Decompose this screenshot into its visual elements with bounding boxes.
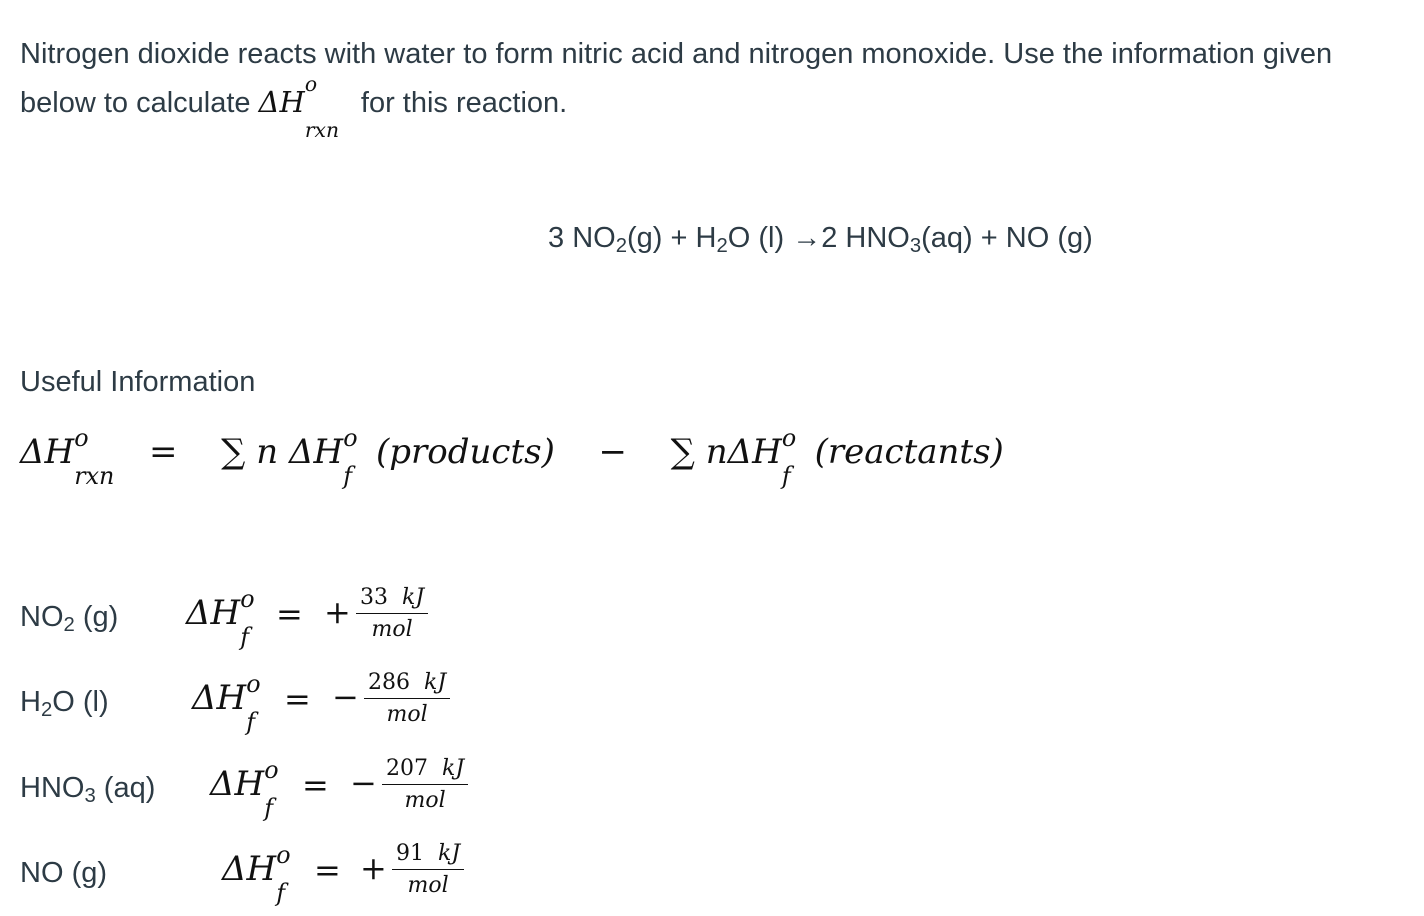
enthalpy-row-no2	[20, 585, 720, 655]
compound-label	[20, 857, 107, 890]
state-label: (g)	[71, 857, 108, 889]
unit-mol: mol	[407, 873, 449, 898]
unit-kj: kJ	[442, 756, 465, 781]
unit-mol: mol	[386, 702, 428, 727]
enthalpy-row-no	[20, 841, 720, 911]
summation-icon: ∑	[670, 432, 695, 472]
formula-text: H	[20, 686, 41, 718]
plus-sign: +	[670, 222, 688, 254]
enthalpy-fraction	[382, 756, 468, 813]
reactants-term: (reactants)	[814, 432, 1004, 472]
useful-information-heading: Useful Information	[20, 366, 256, 398]
equals-sign: =	[302, 766, 329, 804]
delta-h-text: ΔH	[210, 764, 265, 804]
delta-hf-symbol: ΔH o f	[210, 756, 279, 822]
state-label: (l)	[82, 686, 109, 718]
compound-label	[20, 772, 156, 808]
delta-hf-symbol: ΔH o f	[222, 841, 291, 907]
equals-sign: =	[276, 595, 303, 633]
formula-text: HNO	[20, 772, 85, 804]
formula-text: HNO	[845, 222, 910, 254]
compound-label	[20, 686, 109, 722]
delta-hf-symbol: ΔH o f	[288, 424, 358, 490]
state-label: (g)	[82, 601, 119, 633]
reaction-arrow-icon: →	[792, 222, 822, 254]
intro-sentence-1: Nitrogen dioxide reacts with water to form nitric acid and nitrogen monoxide. Use the information given below to calculate	[20, 38, 1333, 119]
question-intro	[20, 30, 1410, 142]
state-label: (l)	[758, 222, 785, 254]
delta-h-rxn-symbol: ΔH o rxn	[20, 424, 115, 490]
enthalpy-row-hno3	[20, 756, 720, 826]
state-label: (g)	[626, 222, 663, 254]
formula-text: H	[695, 222, 717, 254]
coefficient: 2	[821, 222, 838, 254]
delta-h-text: ΔH	[186, 593, 241, 633]
reactant-no2	[572, 222, 627, 258]
compound-label	[20, 601, 119, 637]
fraction-numerator	[392, 841, 464, 870]
fraction-numerator	[356, 585, 428, 614]
sign: −	[332, 678, 359, 716]
delta-hf-symbol: ΔH o f	[727, 424, 797, 490]
formula-text: NO	[572, 222, 616, 254]
sign: +	[360, 849, 387, 887]
formula-subscript: 3	[84, 785, 96, 808]
delta-h-rxn-symbol: ΔH o rxn	[258, 72, 340, 142]
product-hno3	[845, 222, 922, 258]
coefficient: 3	[548, 222, 565, 254]
equals-sign: =	[284, 680, 311, 718]
formula-text: NO	[20, 601, 64, 633]
balanced-equation	[548, 222, 1093, 258]
enthalpy-value: 207	[386, 756, 428, 781]
formula-subscript: 3	[909, 235, 922, 258]
fraction-numerator	[382, 756, 468, 785]
delta-h-text: ΔH	[20, 432, 75, 472]
enthalpy-fraction	[364, 670, 450, 727]
coefficient-n: n	[705, 432, 728, 472]
formula-text: NO	[20, 857, 64, 889]
state-label: (aq)	[921, 222, 973, 254]
state-label: (aq)	[103, 772, 156, 804]
formula-subscript: 2	[40, 699, 53, 722]
unit-mol: mol	[404, 788, 446, 813]
equals-sign: =	[314, 851, 341, 889]
delta-h-text: ΔH	[258, 85, 305, 119]
plus-sign: +	[980, 222, 998, 254]
enthalpy-value: 91	[396, 841, 424, 866]
products-term: (products)	[376, 432, 555, 472]
equals-sign: =	[149, 432, 178, 472]
delta-hf-symbol: ΔH o f	[186, 585, 255, 651]
state-label: (g)	[1057, 222, 1093, 254]
delta-h-text: ΔH	[288, 432, 344, 472]
delta-h-text: ΔH	[222, 849, 277, 889]
enthalpy-fraction	[392, 841, 464, 898]
unit-kj: kJ	[402, 585, 425, 610]
product-no: NO	[1005, 222, 1050, 254]
enthalpy-value: 33	[360, 585, 388, 610]
enthalpy-row-h2o	[20, 670, 720, 740]
coefficient-n: n	[256, 432, 279, 472]
unit-kj: kJ	[438, 841, 461, 866]
sign: −	[350, 764, 377, 802]
unit-mol: mol	[371, 617, 413, 642]
delta-h-text: ΔH	[192, 678, 247, 718]
formula-subscript: 2	[716, 235, 728, 258]
delta-hf-symbol: ΔH o f	[192, 670, 261, 736]
hess-law-formula	[20, 424, 1004, 490]
enthalpy-value: 286	[368, 670, 410, 695]
fraction-numerator	[364, 670, 450, 699]
formula-subscript: 2	[63, 614, 75, 637]
formula-text: O	[52, 686, 75, 718]
formula-subscript: 2	[615, 235, 627, 258]
sign: +	[324, 593, 351, 631]
unit-kj: kJ	[424, 670, 447, 695]
delta-h-text: ΔH	[727, 432, 782, 472]
summation-icon: ∑	[221, 432, 246, 472]
minus-sign: −	[598, 432, 627, 472]
intro-sentence-2: for this reaction.	[360, 87, 568, 119]
enthalpy-fraction	[356, 585, 428, 642]
formula-text: O	[727, 222, 751, 254]
reactant-h2o	[695, 222, 751, 258]
